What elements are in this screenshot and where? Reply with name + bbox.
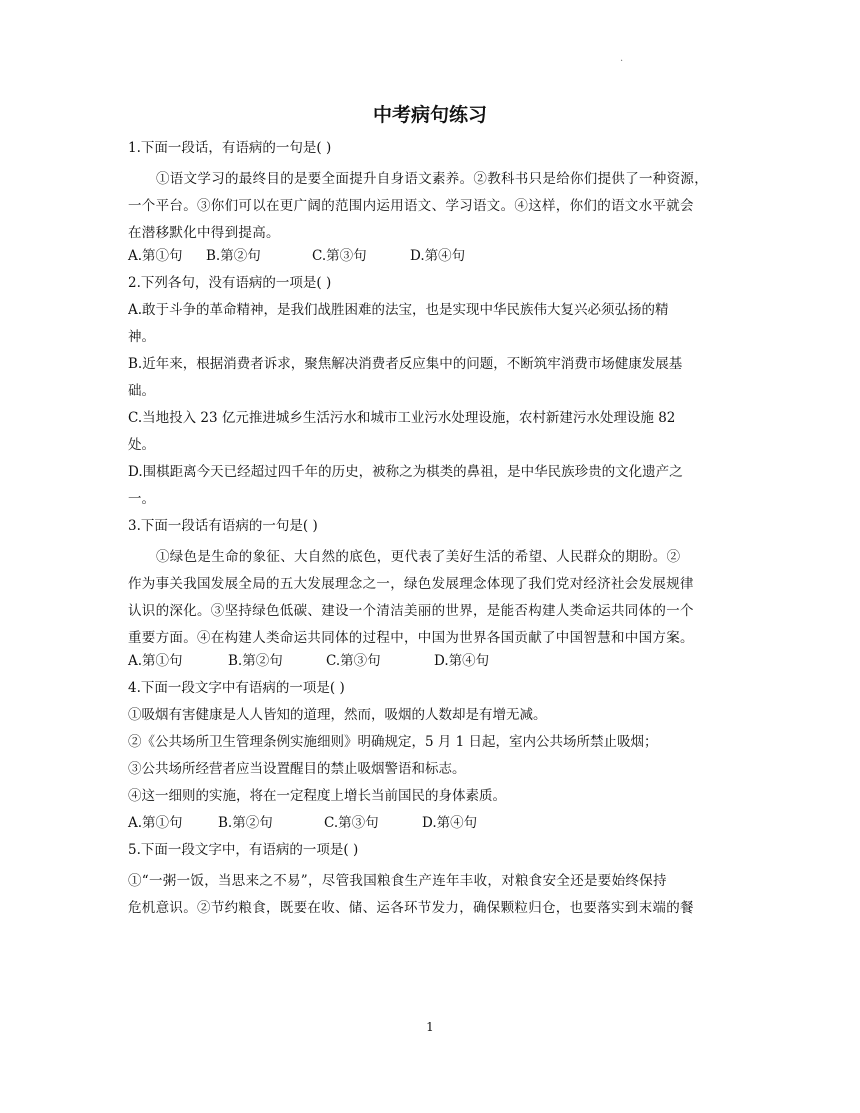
option-line: A.敢于斗争的革命精神，是我们战胜困难的法宝，也是实现中华民族伟大复兴必须弘扬的精 — [128, 302, 669, 318]
option-a: A.第①句 — [128, 653, 183, 669]
question-stem: 2.下列各句，没有语病的一项是( ) — [128, 275, 332, 291]
question-4 — [128, 679, 740, 841]
option-a: A.第①句 — [128, 815, 183, 831]
option-c: C.第③句 — [326, 653, 381, 669]
passage-line: 危机意识。②节约粮食，既要在收、储、运各环节发力，确保颗粒归仓，也要落实到末端的餐 — [128, 900, 694, 916]
sentence-line: ①吸烟有害健康是人人皆知的道理，然而，吸烟的人数却是有增无减。 — [128, 707, 547, 723]
option-d: D.第④句 — [422, 815, 478, 831]
question-stem: 3.下面一段话有语病的一句是( ) — [128, 518, 318, 534]
option-c: C.第③句 — [324, 815, 379, 831]
options-row — [128, 814, 740, 841]
option-b: B.第②句 — [218, 815, 273, 831]
passage-line: ①绿色是生命的象征、大自然的底色，更代表了美好生活的希望、人民群众的期盼。② — [156, 549, 681, 565]
page-title: 中考病句练习 — [372, 104, 487, 126]
passage-line: 作为事关我国发展全局的五大发展理念之一，绿色发展理念体现了我们党对经济社会发展规律 — [128, 576, 694, 592]
passage-line: 在潜移默化中得到提高。 — [128, 225, 280, 241]
page-number: 1 — [426, 1020, 434, 1034]
passage-line: ①语文学习的最终目的是要全面提升自身语文素养。②教科书只是给你们提供了一种资源， — [156, 171, 708, 187]
question-1 — [128, 139, 740, 274]
question-2 — [128, 274, 740, 517]
option-d: D.第④句 — [410, 248, 466, 264]
sentence-line: ④这一细则的实施，将在一定程度上增长当前国民的身体素质。 — [128, 788, 506, 804]
passage — [128, 868, 740, 922]
header-mark: . — [620, 53, 624, 64]
document-body — [128, 139, 740, 922]
passage-line: 一个平台。③你们可以在更广阔的范围内运用语文、学习语文。④这样，你们的语文水平就会 — [128, 198, 694, 214]
question-3 — [128, 517, 740, 679]
option-a: A.第①句 — [128, 248, 183, 264]
passage-line: 重要方面。④在构建人类命运共同体的过程中，中国为世界各国贡献了中国智慧和中国方案。 — [128, 630, 694, 646]
option-line: 一。 — [128, 491, 155, 507]
option-d: D.第④句 — [434, 653, 490, 669]
option-c: C.第③句 — [312, 248, 367, 264]
option-line: 处。 — [128, 437, 155, 453]
passage-line: 认识的深化。③坚持绿色低碳、建设一个清洁美丽的世界，是能否构建人类命运共同体的一个 — [128, 603, 694, 619]
sentence-line: ③公共场所经营者应当设置醒目的禁止吸烟警语和标志。 — [128, 761, 466, 777]
options-row — [128, 652, 740, 679]
option-line: 神。 — [128, 329, 155, 345]
option-b: B.第②句 — [228, 653, 283, 669]
option-line: 础。 — [128, 383, 155, 399]
option-line: C.当地投入 23 亿元推进城乡生活污水和城市工业污水处理设施，农村新建污水处理设施 82 — [128, 410, 676, 426]
options-row — [128, 247, 740, 274]
sentence-line: ②《公共场所卫生管理条例实施细则》明确规定，5 月 1 日起，室内公共场所禁止吸烟； — [128, 734, 658, 750]
option-line: B.近年来，根据消费者诉求，聚焦解决消费者反应集中的问题，不断筑牢消费市场健康发展基 — [128, 356, 683, 372]
option-b: B.第②句 — [206, 248, 261, 264]
question-5 — [128, 841, 740, 922]
question-stem: 5.下面一段文字中，有语病的一项是( ) — [128, 842, 359, 858]
option-line: D.围棋距离今天已经超过四千年的历史，被称之为棋类的鼻祖，是中华民族珍贵的文化遗产之 — [128, 464, 683, 480]
passage-line: ①“一粥一饭，当思来之不易”，尽管我国粮食生产连年丰收，对粮食安全还是要始终保持 — [128, 873, 667, 889]
question-stem: 4.下面一段文字中有语病的一项是( ) — [128, 680, 345, 696]
passage — [128, 166, 740, 247]
passage — [128, 544, 740, 652]
question-stem: 1.下面一段话，有语病的一句是( ) — [128, 140, 332, 156]
